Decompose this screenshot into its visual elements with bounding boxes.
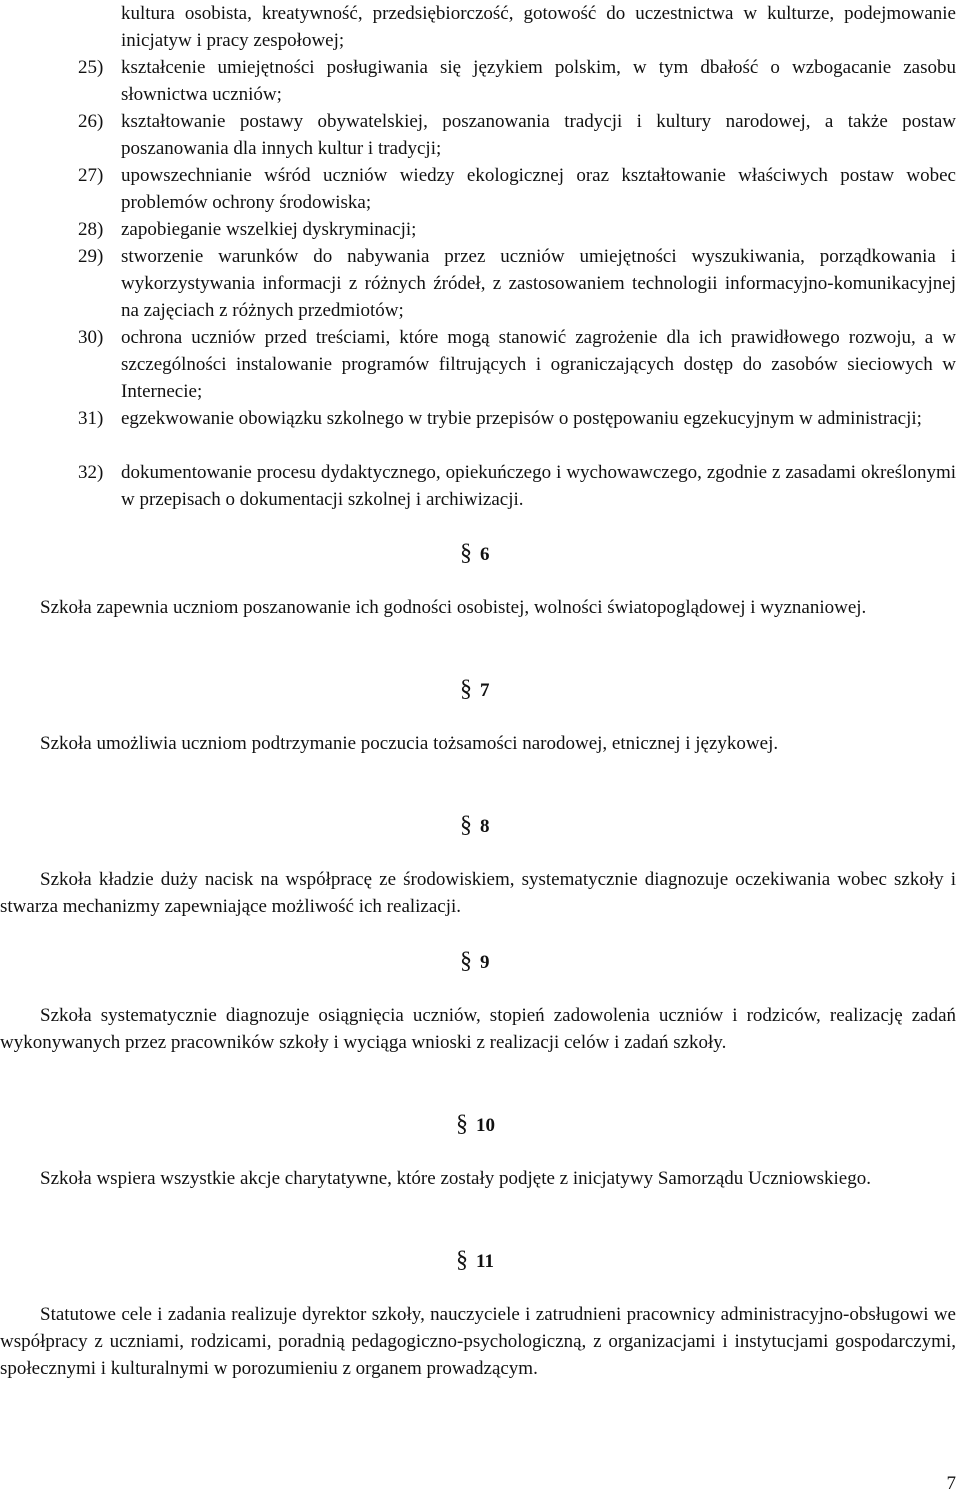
list-item-number: 27) — [78, 165, 104, 186]
section-heading — [460, 948, 490, 976]
list-item-number: 32) — [78, 462, 104, 483]
section-number: 9 — [480, 952, 490, 973]
section-symbol: § — [456, 1247, 468, 1273]
list-item-number: 25) — [78, 57, 104, 78]
list-item-text: stworzenie warunków do nabywania przez uczniów umiejętności wyszukiwania, porządkowania i wykorzystywania informacji z różnych źródeł, z zastosowaniem technologii informacyjno-komunikacyjnej na zajęciach z różnych przedmiotów; — [121, 246, 956, 321]
section-heading — [456, 1111, 495, 1139]
list-item — [0, 459, 960, 513]
list-item — [0, 0, 960, 54]
list-item-text: kształcenie umiejętności posługiwania się językiem polskim, w tym dbałość o wzbogacanie zasobu słownictwa uczniów; — [121, 57, 956, 105]
section-number: 7 — [480, 680, 490, 701]
section-heading — [460, 676, 490, 704]
section-number: 8 — [480, 816, 490, 837]
section-number: 11 — [476, 1251, 494, 1272]
section-text: Szkoła systematycznie diagnozuje osiągnięcia uczniów, stopień zadowolenia uczniów i rodziców, realizację zadań wykonywanych przez pracowników szkoły i wyciąga wnioski z realizacji celów i zadań szkoły. — [0, 1005, 956, 1053]
section-symbol: § — [460, 676, 472, 702]
section-text: Statutowe cele i zadania realizuje dyrektor szkoły, nauczyciele i zatrudnieni pracownicy administracyjno-obsługowi we współpracy z uczniami, rodzicami, poradnią pedagogiczno-psychologiczną, z organizacjami i instytucjami gospodarczymi, społecznymi i kulturalnymi w porozumieniu z organem prowadzącym. — [0, 1304, 956, 1379]
list-item-number: 31) — [78, 408, 104, 429]
section-symbol: § — [460, 540, 472, 566]
list-item-text: kultura osobista, kreatywność, przedsiębiorczość, gotowość do uczestnictwa w kulturze, podejmowanie inicjatyw i pracy zespołowej; — [121, 3, 956, 51]
list-item-number: 26) — [78, 111, 104, 132]
list-item-text: ochrona uczniów przed treściami, które mogą stanowić zagrożenie dla ich prawidłowego rozwoju, a w szczególności instalowanie programów filtrujących i ograniczających dostęp do zasobów sieciowych w Internecie; — [121, 327, 956, 402]
list-item — [0, 405, 960, 432]
list-item-text: egzekwowanie obowiązku szkolnego w trybie przepisów o postępowaniu egzekucyjnym w administracji; — [121, 408, 922, 429]
section-number: 10 — [476, 1115, 495, 1136]
page-number: 7 — [946, 1473, 956, 1494]
list-item-text: zapobieganie wszelkiej dyskryminacji; — [121, 219, 417, 240]
list-item — [0, 54, 960, 108]
section-text: Szkoła kładzie duży nacisk na współpracę ze środowiskiem, systematycznie diagnozuje oczekiwania wobec szkoły i stwarza mechanizmy zapewniające możliwość ich realizacji. — [0, 869, 956, 917]
section-heading — [460, 812, 490, 840]
list-item-text: kształtowanie postawy obywatelskiej, poszanowania tradycji i kultury narodowej, a także postaw poszanowania dla innych kultur i tradycji; — [121, 111, 956, 159]
list-item-number: 30) — [78, 327, 104, 348]
list-item — [0, 243, 960, 324]
section-text: Szkoła wspiera wszystkie akcje charytatywne, które zostały podjęte z inicjatywy Samorządu Uczniowskiego. — [40, 1168, 871, 1189]
section-text: Szkoła zapewnia uczniom poszanowanie ich godności osobistej, wolności światopoglądowej i wyznaniowej. — [40, 597, 867, 618]
section-number: 6 — [480, 544, 490, 565]
section-symbol: § — [460, 812, 472, 838]
section-heading — [456, 1247, 494, 1275]
section-heading — [460, 540, 490, 568]
list-item — [0, 216, 960, 243]
section-text: Szkoła umożliwia uczniom podtrzymanie poczucia tożsamości narodowej, etnicznej i językowej. — [40, 733, 779, 754]
section-symbol: § — [460, 948, 472, 974]
list-item-text: dokumentowanie procesu dydaktycznego, opiekuńczego i wychowawczego, zgodnie z zasadami określonymi w przepisach o dokumentacji szkolnej i archiwizacji. — [121, 462, 956, 510]
list-item-number: 29) — [78, 246, 104, 267]
section-symbol: § — [456, 1111, 468, 1137]
list-item-number: 28) — [78, 219, 104, 240]
list-item — [0, 108, 960, 162]
list-item — [0, 324, 960, 405]
list-item-text: upowszechnianie wśród uczniów wiedzy ekologicznej oraz kształtowanie właściwych postaw wobec problemów ochrony środowiska; — [121, 165, 956, 213]
list-item — [0, 162, 960, 216]
